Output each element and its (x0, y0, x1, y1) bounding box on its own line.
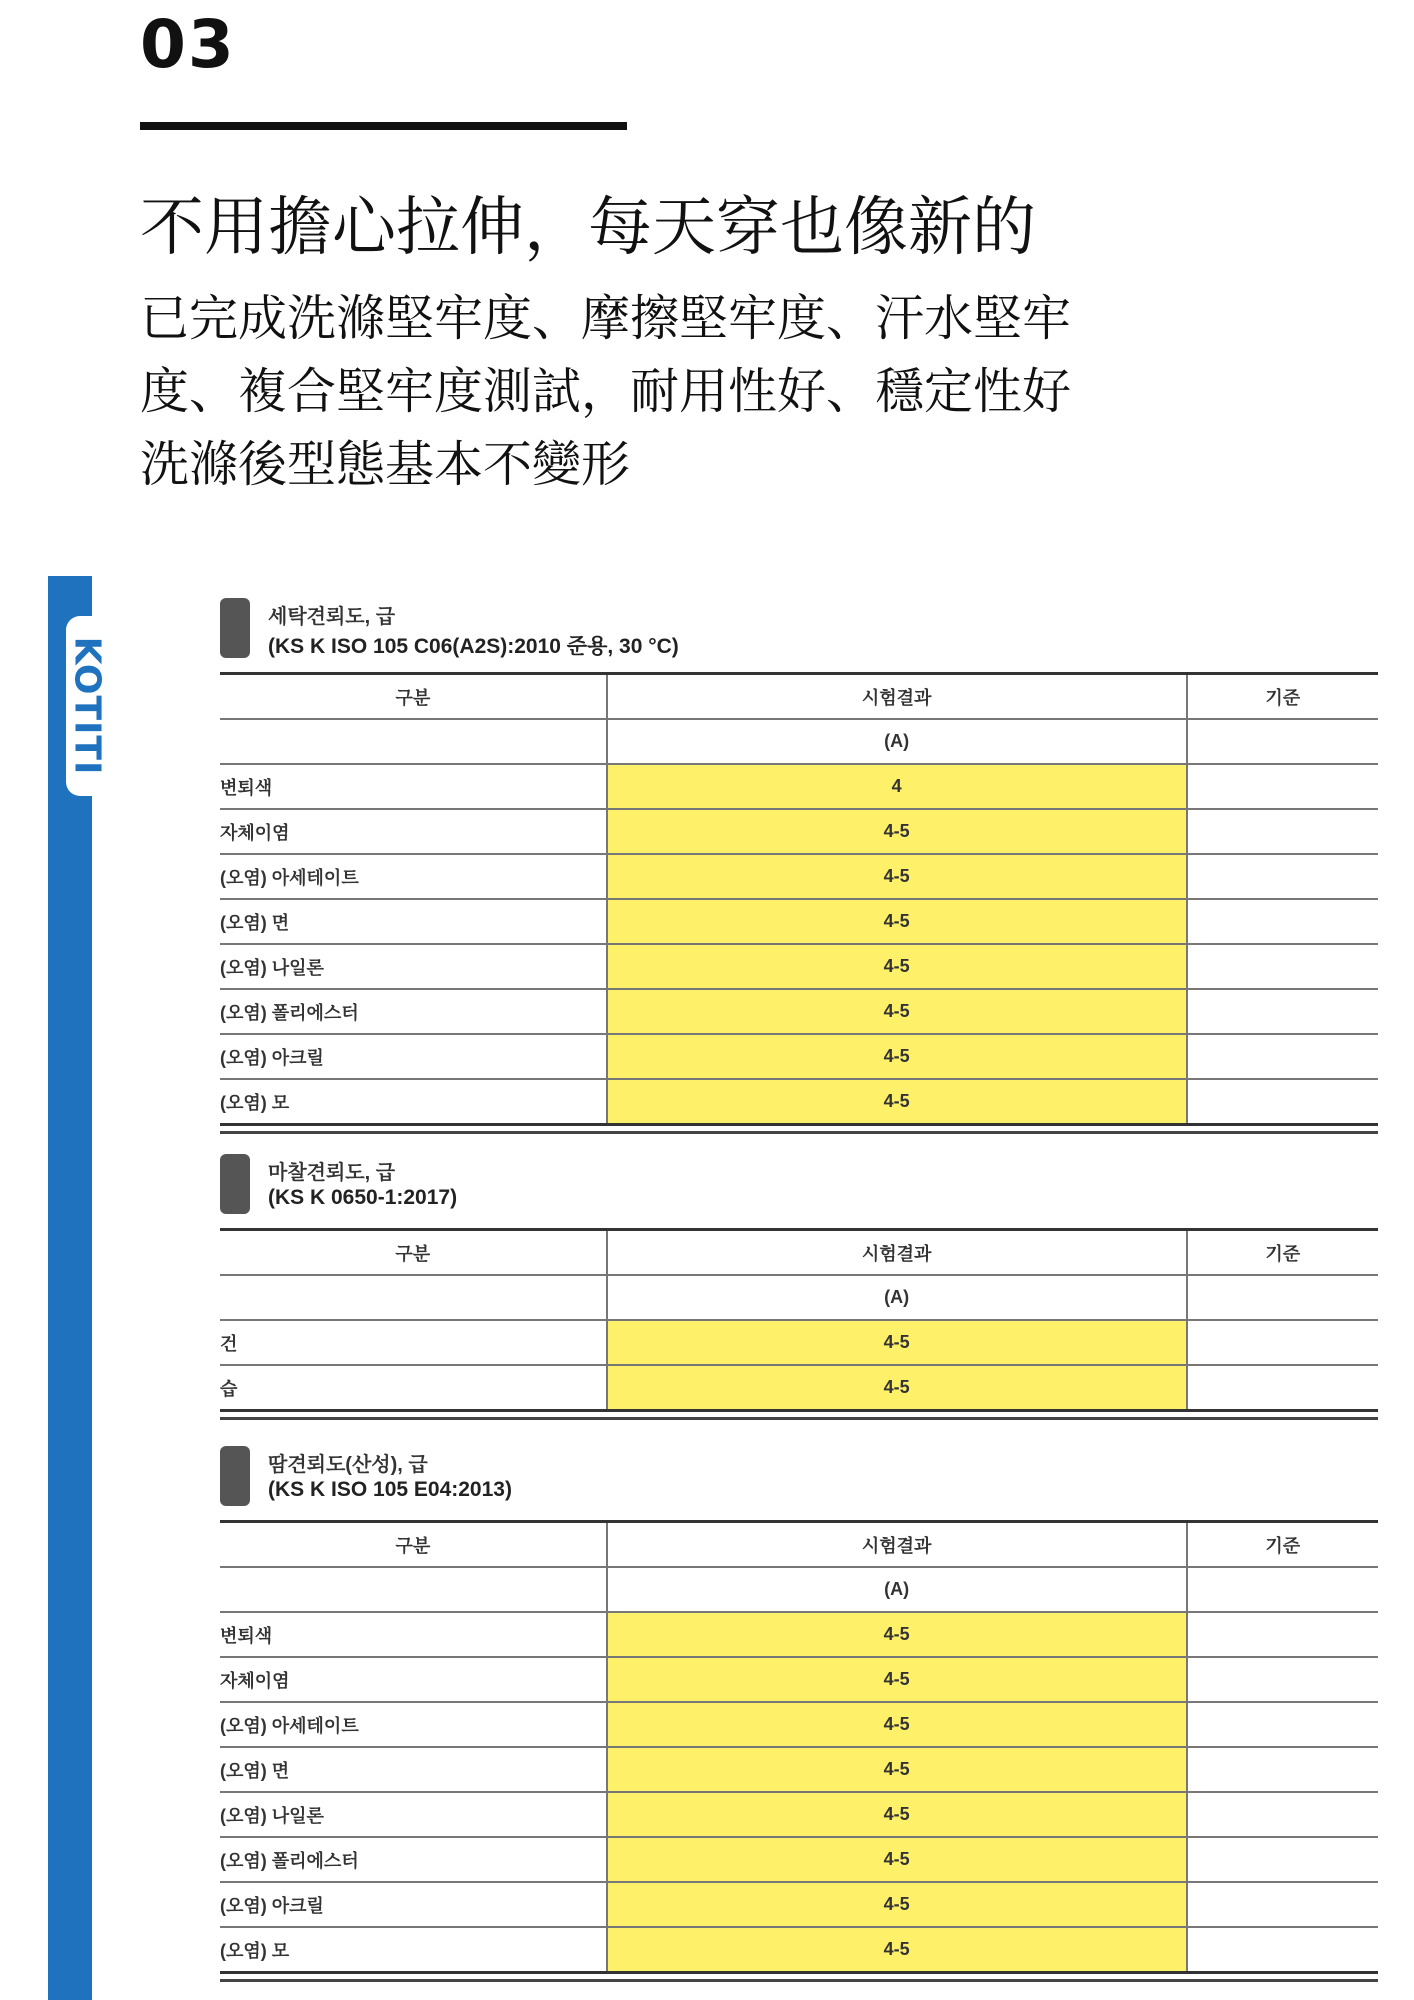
sample-label: (A) (607, 1567, 1187, 1612)
row-result: 4-5 (607, 1365, 1187, 1411)
wash-fastness-block (220, 598, 1378, 1134)
table-row (220, 1034, 1378, 1079)
sample-label: (A) (607, 1275, 1187, 1320)
block-header (220, 1446, 1378, 1510)
block-marker (220, 1154, 250, 1214)
row-item: (오염) 아크릴 (220, 1882, 607, 1927)
table-row (220, 1747, 1378, 1792)
table-row (220, 1837, 1378, 1882)
block-marker (220, 1446, 250, 1506)
row-result: 4-5 (607, 1747, 1187, 1792)
row-item: (오염) 모 (220, 1927, 607, 1973)
row-result: 4-5 (607, 1792, 1187, 1837)
header-category: 구분 (220, 1522, 607, 1568)
table-row (220, 989, 1378, 1034)
description (140, 282, 1071, 501)
table-header-row (220, 674, 1378, 720)
table-end-rule (220, 1979, 1378, 1982)
block-standard: (KS K 0650-1:2017) (268, 1186, 458, 1209)
row-result: 4-5 (607, 1612, 1187, 1657)
section-divider (140, 122, 627, 130)
row-standard (1187, 1702, 1378, 1747)
block-marker (220, 598, 250, 658)
row-result: 4-5 (607, 989, 1187, 1034)
row-standard (1187, 899, 1378, 944)
row-result: 4 (607, 764, 1187, 809)
table-row (220, 1927, 1378, 1973)
row-item: (오염) 아크릴 (220, 1034, 607, 1079)
row-result: 4-5 (607, 1927, 1187, 1973)
row-result: 4-5 (607, 1034, 1187, 1079)
sweat-fastness-block (220, 1446, 1378, 1982)
results-table (220, 672, 1378, 1126)
header-result: 시험결과 (607, 1230, 1187, 1276)
row-standard (1187, 1365, 1378, 1411)
row-item: (오염) 폴리에스터 (220, 1837, 607, 1882)
row-standard (1187, 1612, 1378, 1657)
row-item: 건 (220, 1320, 607, 1365)
description-line: 度、複合堅牢度測試，耐用性好、穩定性好 (140, 363, 1072, 420)
row-item: 습 (220, 1365, 607, 1411)
header-category: 구분 (220, 1230, 607, 1276)
section-number: 03 (140, 6, 236, 83)
sample-row (220, 1275, 1378, 1320)
description-line: 已完成洗滌堅牢度、摩擦堅牢度、汗水堅牢 (140, 290, 1072, 347)
row-result: 4-5 (607, 854, 1187, 899)
rub-fastness-block (220, 1154, 1378, 1420)
row-result: 4-5 (607, 1320, 1187, 1365)
row-item: (오염) 아세테이트 (220, 1702, 607, 1747)
headline: 不用擔心拉伸，每天穿也像新的 (140, 191, 1036, 265)
row-item: (오염) 나일론 (220, 944, 607, 989)
table-row (220, 944, 1378, 989)
row-result: 4-5 (607, 1702, 1187, 1747)
row-item: 자체이염 (220, 1657, 607, 1702)
row-item: (오염) 면 (220, 899, 607, 944)
header-result: 시험결과 (607, 674, 1187, 720)
block-title: 땀견뢰도(산성), 급 (268, 1454, 428, 1476)
block-title: 세탁견뢰도, 급 (268, 606, 396, 628)
row-item: (오염) 아세테이트 (220, 854, 607, 899)
row-result: 4-5 (607, 809, 1187, 854)
table-end-rule (220, 1131, 1378, 1134)
row-item: (오염) 폴리에스터 (220, 989, 607, 1034)
sample-row (220, 719, 1378, 764)
table-row (220, 1612, 1378, 1657)
row-standard (1187, 1927, 1378, 1973)
sample-row (220, 1567, 1378, 1612)
block-title: 마찰견뢰도, 급 (268, 1162, 396, 1184)
row-item: (오염) 면 (220, 1747, 607, 1792)
row-item: 변퇴색 (220, 764, 607, 809)
row-standard (1187, 809, 1378, 854)
row-result: 4-5 (607, 1079, 1187, 1125)
header-category: 구분 (220, 674, 607, 720)
table-end-rule (220, 1417, 1378, 1420)
table-row (220, 764, 1378, 809)
block-standard: (KS K ISO 105 C06(A2S):2010 준용, 30 °C) (268, 635, 679, 658)
table-row (220, 1882, 1378, 1927)
row-standard (1187, 764, 1378, 809)
row-result: 4-5 (607, 1837, 1187, 1882)
block-header (220, 1154, 1378, 1218)
header-result: 시험결과 (607, 1522, 1187, 1568)
table-row (220, 1657, 1378, 1702)
row-result: 4-5 (607, 944, 1187, 989)
row-standard (1187, 944, 1378, 989)
row-standard (1187, 854, 1378, 899)
sample-label: (A) (607, 719, 1187, 764)
results-table (220, 1520, 1378, 1974)
description-line: 洗滌後型態基本不變形 (140, 436, 631, 493)
row-standard (1187, 1079, 1378, 1125)
row-result: 4-5 (607, 899, 1187, 944)
row-standard (1187, 1792, 1378, 1837)
row-item: 자체이염 (220, 809, 607, 854)
table-row (220, 809, 1378, 854)
row-standard (1187, 1320, 1378, 1365)
block-header (220, 598, 1378, 662)
row-item: (오염) 나일론 (220, 1792, 607, 1837)
row-standard (1187, 1837, 1378, 1882)
table-header-row (220, 1522, 1378, 1568)
results-table (220, 1228, 1378, 1412)
table-row (220, 1365, 1378, 1411)
table-row (220, 1320, 1378, 1365)
kotiti-logo: KOTITI (66, 636, 108, 776)
row-standard (1187, 1034, 1378, 1079)
row-result: 4-5 (607, 1882, 1187, 1927)
block-standard: (KS K ISO 105 E04:2013) (268, 1478, 512, 1501)
table-row (220, 899, 1378, 944)
test-report (48, 576, 1378, 2000)
table-row (220, 1079, 1378, 1125)
row-item: 변퇴색 (220, 1612, 607, 1657)
table-row (220, 854, 1378, 899)
header-standard: 기준 (1187, 1522, 1378, 1568)
header-standard: 기준 (1187, 674, 1378, 720)
table-header-row (220, 1230, 1378, 1276)
table-row (220, 1792, 1378, 1837)
row-item: (오염) 모 (220, 1079, 607, 1125)
header-standard: 기준 (1187, 1230, 1378, 1276)
row-standard (1187, 989, 1378, 1034)
row-result: 4-5 (607, 1657, 1187, 1702)
row-standard (1187, 1882, 1378, 1927)
table-row (220, 1702, 1378, 1747)
row-standard (1187, 1747, 1378, 1792)
row-standard (1187, 1657, 1378, 1702)
